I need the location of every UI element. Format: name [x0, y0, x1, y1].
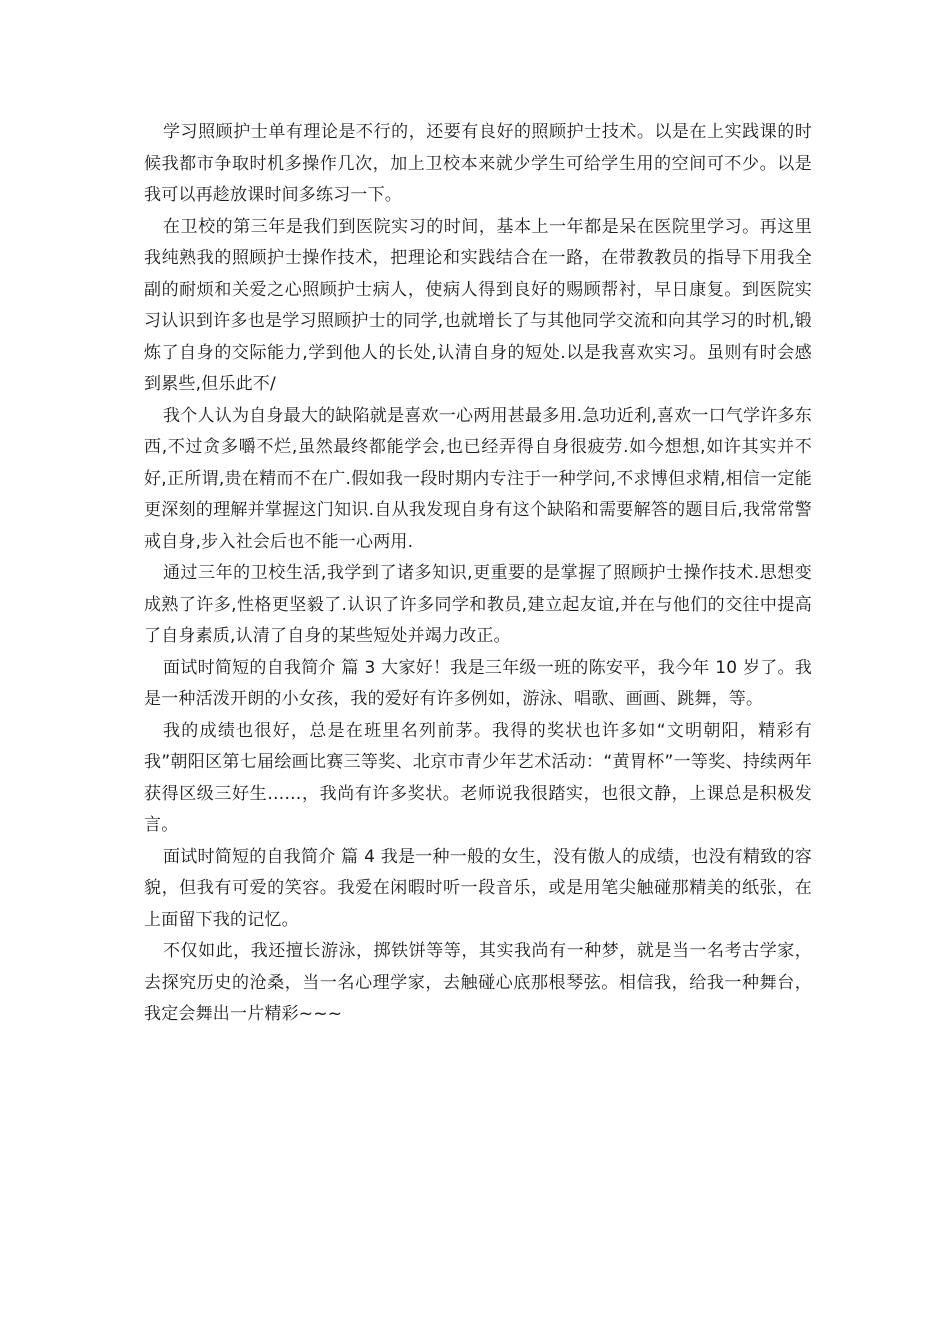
paragraph-intro-3: 面试时简短的自我简介 篇 3 大家好！我是三年级一班的陈安平，我今年 10 岁了。我是一种活泼开朗的小女孩，我的爱好有许多例如，游泳、唱歌、画画、跳舞，等。 — [144, 657, 812, 709]
paragraph-nursing-skills: 学习照顾护士单有理论是不行的，还要有良好的照顾护士技术。以是在上实践课的时候我都市争取时机多操作几次，加上卫校本来就少学生可给学生用的空间可不少。以是我可以再趁放课时间多练习一下。 — [144, 122, 812, 205]
paragraph-school-summary: 通过三年的卫校生活,我学到了诸多知识,更重要的是掌握了照顾护士操作技术.思想变成熟了许多,性格更坚毅了.认识了许多同学和教员,建立起友谊,并在与他们的交往中提高了自身素质,认清了自身的某些短处并竭力改正。 — [144, 563, 812, 646]
paragraph-dreams: 不仅如此，我还擅长游泳，掷铁饼等等，其实我尚有一种梦，就是当一名考古学家，去探究历史的沧桑，当一名心理学家，去触碰心底那根琴弦。相信我，给我一种舞台，我定会舞出一片精彩~~~ — [144, 941, 812, 1024]
paragraph-hospital-internship: 在卫校的第三年是我们到医院实习的时间，基本上一年都是呆在医院里学习。再这里我纯熟我的照顾护士操作技术，把理论和实践结合在一路，在带教教员的指导下用我全副的耐烦和关爱之心照顾护士病人，使病人得到良好的赐顾帮衬，早日康复。到医院实习认识到许多也是学习照顾护士的同学,也就增长了与其他同学交流和向其学习的时机,锻炼了自身的交际能力,学到他人的长处,认清自身的短处.以是我喜欢实习。虽则有时会感到累些,但乐此不/ — [144, 216, 812, 394]
paragraph-weakness: 我个人认为自身最大的缺陷就是喜欢一心两用甚最多用.急功近利,喜欢一口气学许多东西,不过贪多嚼不烂,虽然最终都能学会,也已经弄得自身很疲劳.如今想想,如许其实并不好,正所谓,贵在精而不在广.假如我一段时期内专注于一种学问,不求博但求精,相信一定能更深刻的理解并掌握这门知识.自从我发现自身有这个缺陷和需要解答的题目后,我常常警戒自身,步入社会后也不能一心两用. — [144, 405, 812, 552]
paragraph-achievements: 我的成绩也很好，总是在班里名列前茅。我得的奖状也许多如“文明朝阳，精彩有我”朝阳区第七届绘画比赛三等奖、北京市青少年艺术活动：“黄胃杯”一等奖、持续两年获得区级三好生……，我尚有许多奖状。老师说我很踏实，也很文静，上课总是积极发言。 — [144, 720, 812, 835]
paragraph-intro-4: 面试时简短的自我简介 篇 4 我是一种一般的女生，没有傲人的成绩，也没有精致的容貌，但我有可爱的笑容。我爱在闲暇时听一段音乐，或是用笔尖触碰那精美的纸张，在上面留下我的记忆。 — [144, 846, 812, 930]
document-body — [144, 117, 812, 1031]
